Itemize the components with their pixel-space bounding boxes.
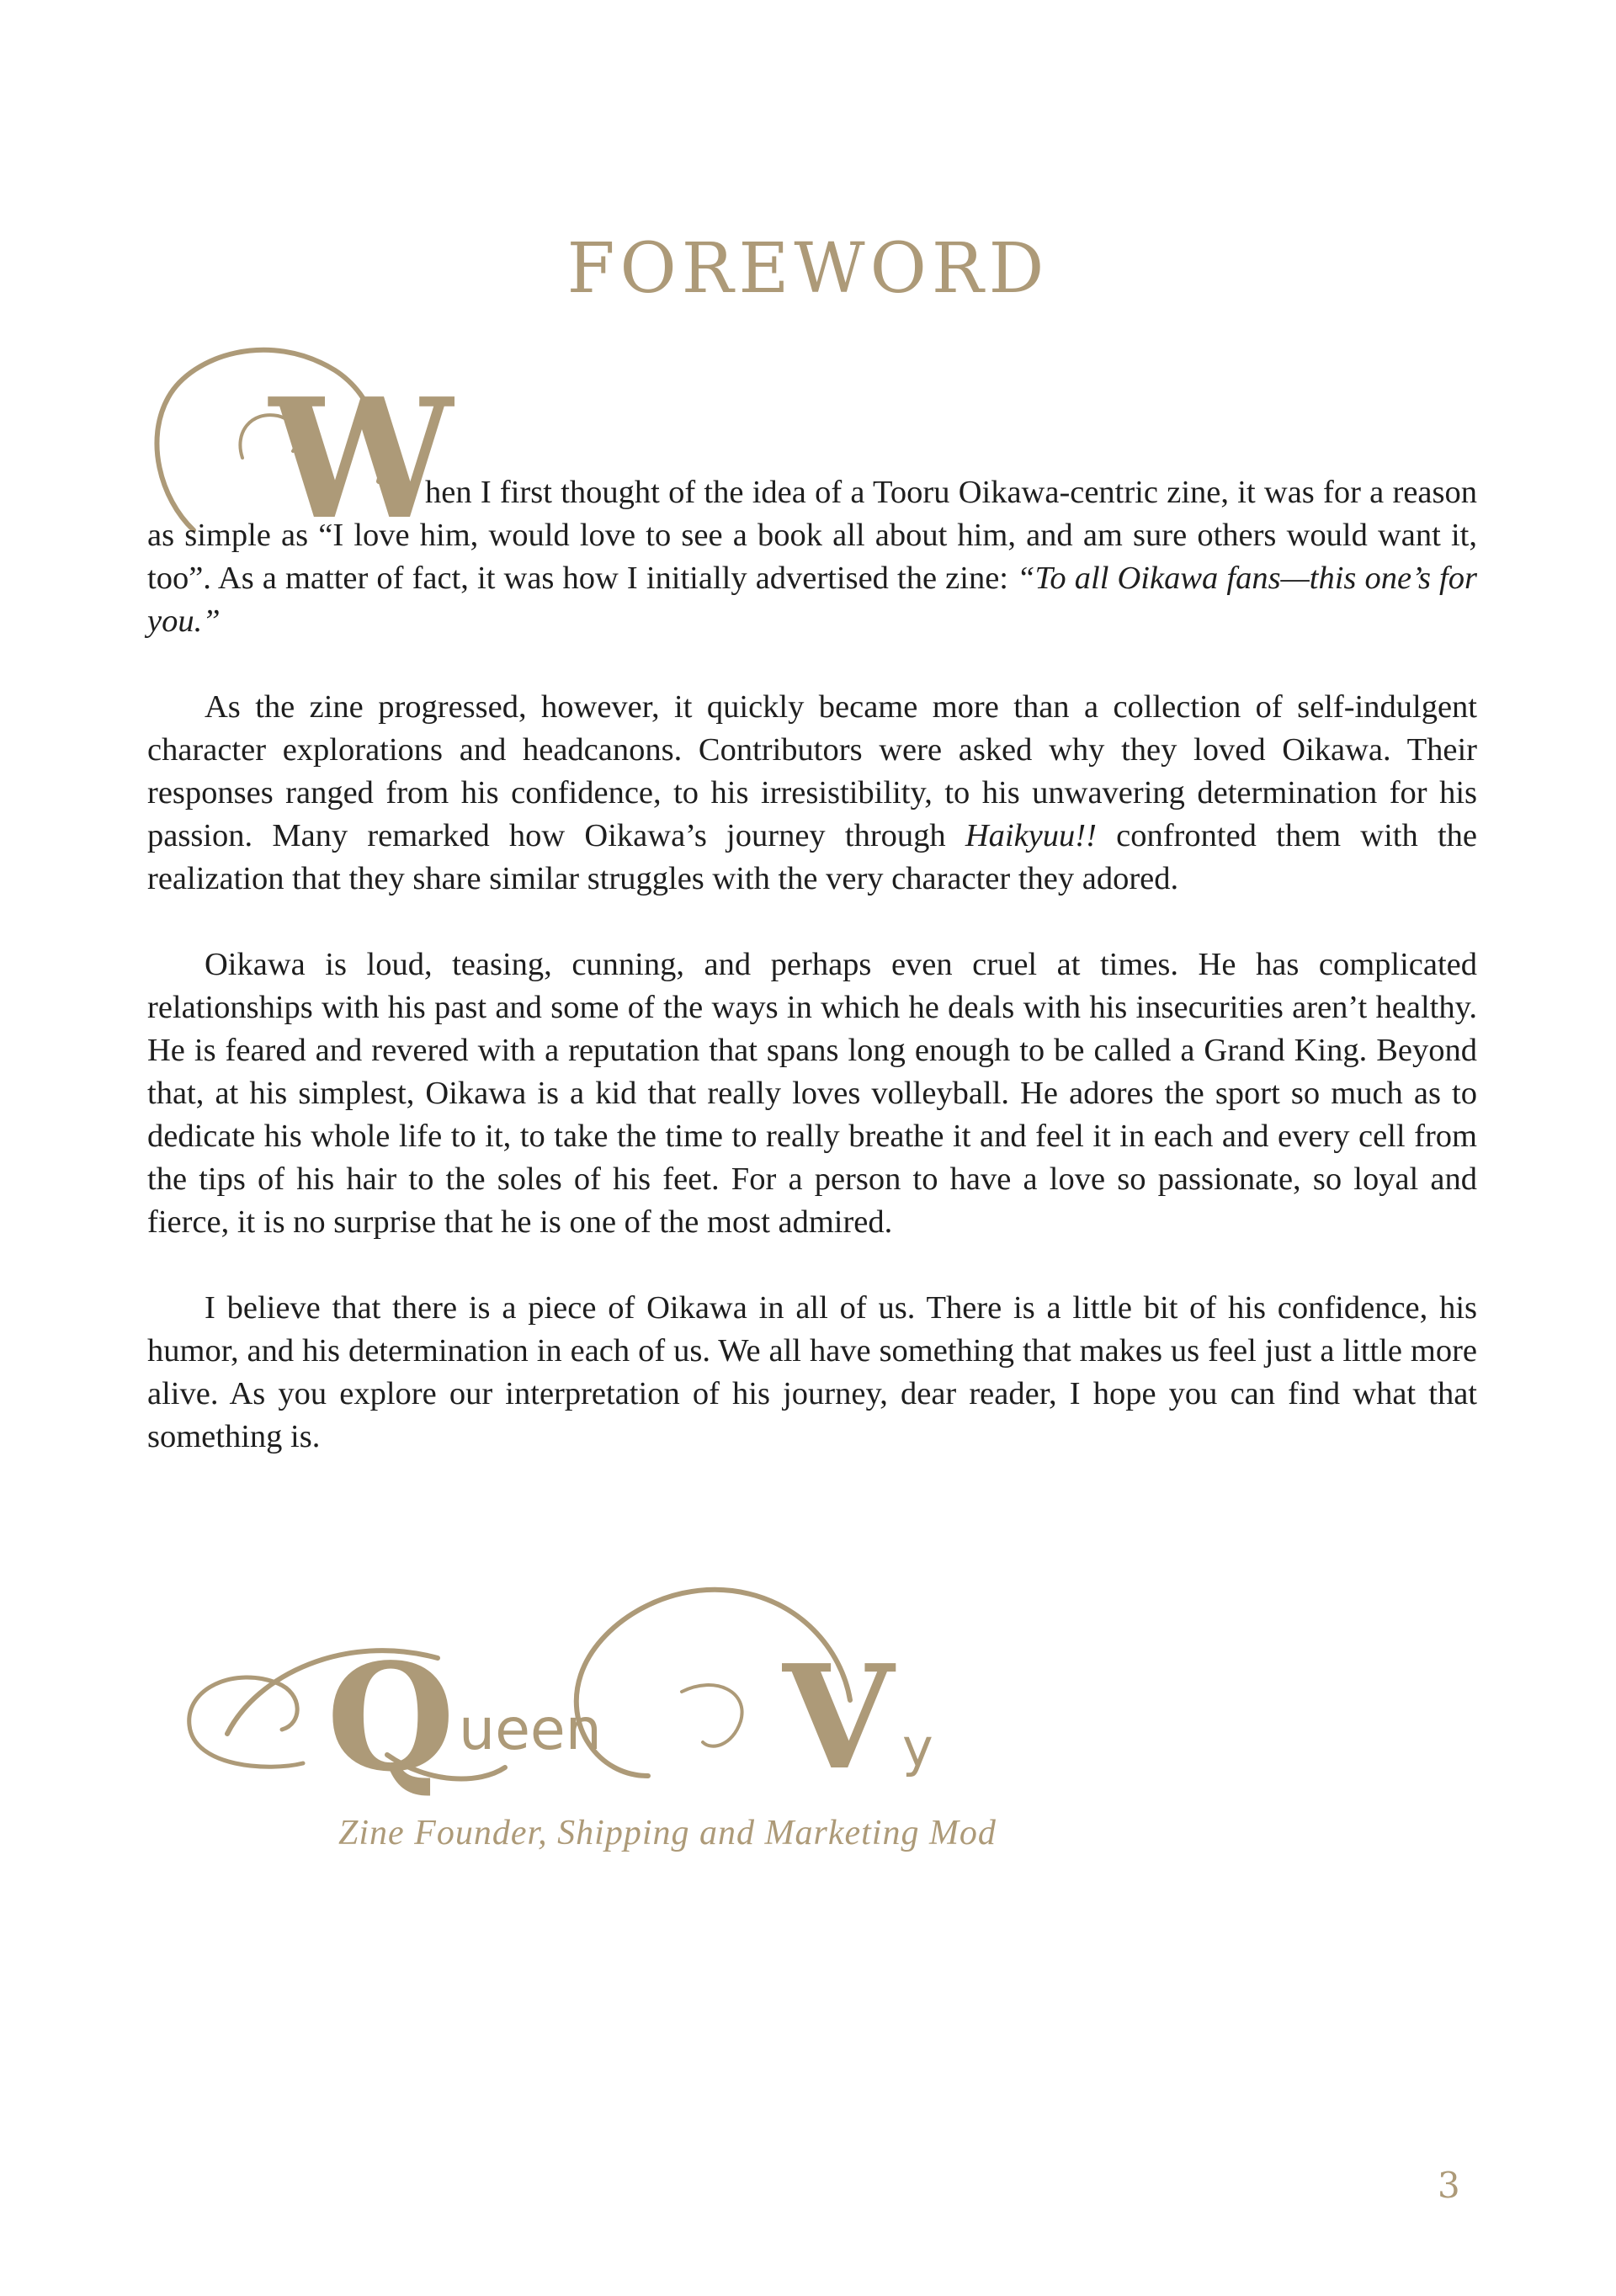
signature-role: Zine Founder, Shipping and Marketing Mod: [338, 1814, 997, 1852]
signature-flourish-icon: [177, 1574, 1086, 1835]
paragraph-1-text: hen I first thought of the idea of a Tooru Oikawa-centric zine, it was for a reason as simple as “I love him, would love to see a book all about him, and am sure others would want it, too”. As a matter of fact, it was how I initially advertised the zine:: [147, 475, 1477, 596]
paragraph-2: [147, 686, 1477, 901]
page-title: FOREWORD: [566, 229, 1050, 309]
signature-cap-q: Q: [327, 1632, 455, 1804]
paragraph-1: [147, 471, 1477, 643]
signature-text-y: y: [902, 1717, 933, 1778]
paragraph-3: Oikawa is loud, teasing, cunning, and perhaps even cruel at times. He has complicated relationships with his past and some of the ways in which he deals with his insecurities aren’t healthy. He is feared and revered with a reputation that spans long enough to be called a Grand King. Beyond that, at his simplest, Oikawa is a kid that really loves volleyball. He adores the sport so much as to dedicate his whole life to it, to take the time to really breathe it and feel it in each and every cell from the tips of his hair to the soles of his feet. For a person to have a love so passionate, so loyal and fierce, it is no surprise that he is one of the most admired.: [147, 947, 1477, 1240]
paragraph-4: I believe that there is a piece of Oikawa in all of us. There is a little bit of his confidence, his humor, and his determination in each of us. We all have something that makes us feel just a little more alive. As you explore our interpretation of his journey, dear reader, I hope you can find what that something is.: [147, 1290, 1477, 1454]
signature-cap-v: V: [783, 1634, 894, 1802]
paragraph-2-work-title: Haikyuu!!: [965, 818, 1097, 853]
paragraph-1-quote: “To all Oikawa fans—this one’s for you.”: [147, 561, 1477, 639]
signature: [177, 1574, 1086, 1835]
paragraph-2-text-a: As the zine progressed, however, it quickly became more than a collection of self-indulgent character explorations and headcanons. Contributors were asked why they loved Oikawa. Their responses ranged from his confidence, to his irresistibility, to his unwavering determination for his passion. Many remarked how Oikawa’s journey through: [147, 689, 1477, 853]
foreword-body: [147, 471, 1477, 1501]
page-number: 3: [1438, 2165, 1460, 2206]
dropcap-letter: W: [269, 363, 454, 540]
paragraph-2-text-b: confronted them with the realization that they share similar struggles with the very character they adored.: [147, 818, 1477, 896]
signature-text-ueen: ueen: [459, 1697, 602, 1763]
